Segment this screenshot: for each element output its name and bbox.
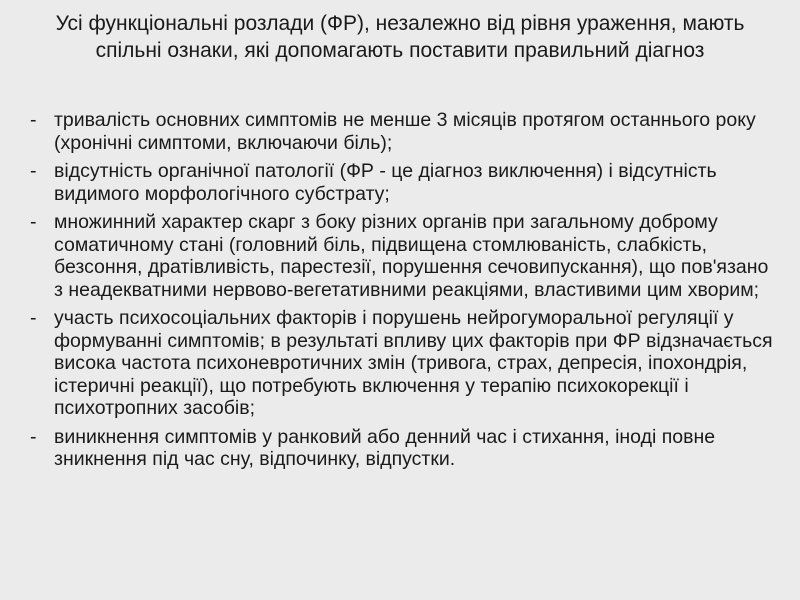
list-item — [30, 426, 782, 471]
list-item-text: множинний характер скарг з боку різних органів при загальному доброму соматичному стані (головний біль, підвищена стомлюваність, слабкість, безсоння, дратівливість, парестезії, порушення сечовипускання), що пов'язано з неадекватними нервово-вегетативними реакціями, властивими цим хворим; — [54, 211, 769, 301]
list-item — [30, 160, 782, 205]
list-item-text: тривалість основних симптомів не менше 3 місяців протягом останнього року (хронічні симптоми, включаючи біль); — [54, 109, 756, 154]
bullet-marker: - — [30, 425, 37, 448]
list-item — [30, 211, 782, 301]
list-item-text: участь психосоціальних факторів і порушень нейрогуморальної регуляції у формуванні симптомів; в результаті впливу цих факторів при ФР відзначається висока частота психоневротичних змін (тривога, страх, депресія, іпохондрія, істеричні реакції), що потребують включення у терапію психокорекції і психотропних засобів; — [54, 307, 773, 419]
list-item — [30, 307, 782, 420]
bullet-marker: - — [30, 211, 37, 233]
list-item-text: виникнення симптомів у ранковий або денний час і стихання, іноді повне зникнення під час сну, відпочинку, відпустки. — [54, 425, 716, 470]
list-item — [30, 109, 782, 154]
bullet-marker: - — [30, 109, 37, 131]
bullet-list — [30, 109, 782, 477]
bullet-marker: - — [30, 307, 37, 329]
bullet-marker: - — [30, 160, 37, 182]
list-item-text: відсутність органічної патології (ФР - це діагноз виключення) і відсутність видимого морфологічного субстрату; — [54, 160, 717, 205]
slide-title: Усі функціональні розлади (ФР), незалежно від рівня ураження, мають спільні ознаки, які допомагають поставити правильний діагноз — [55, 12, 745, 62]
